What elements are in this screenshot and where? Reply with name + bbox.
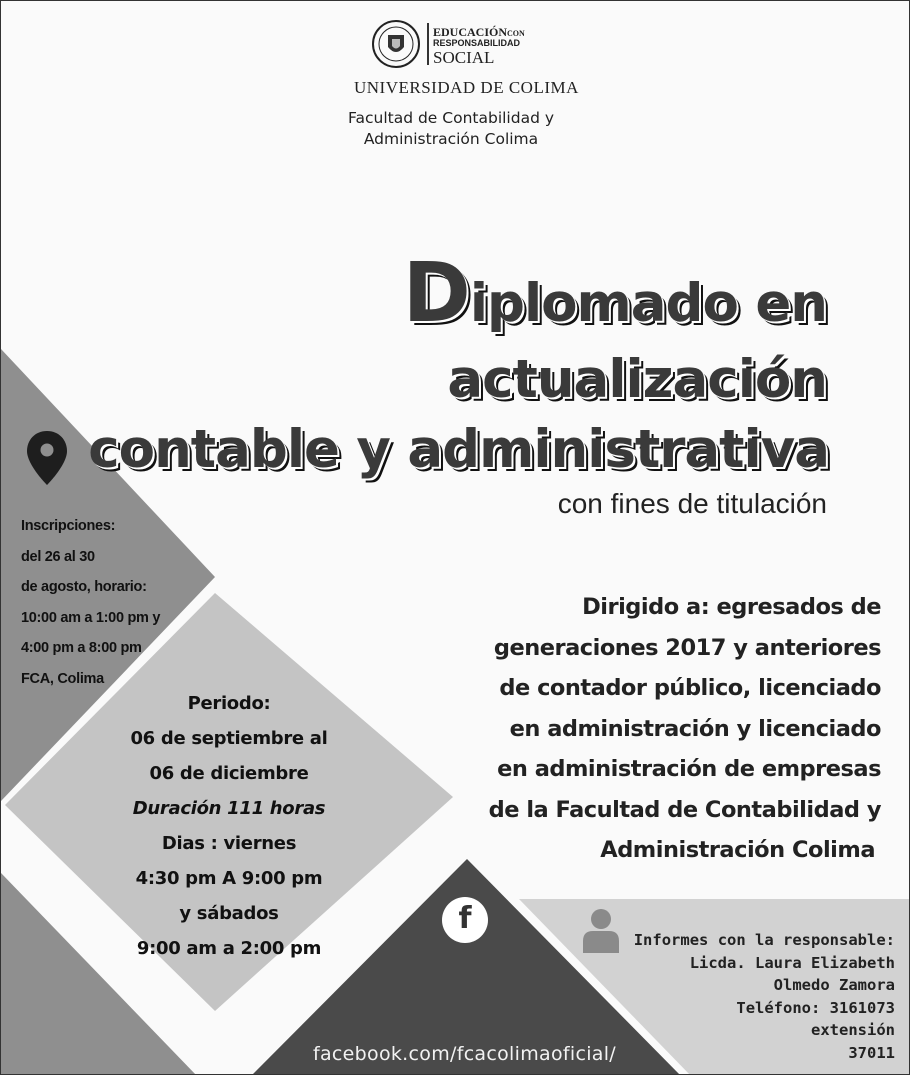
contact-line: 37011 [848,1043,895,1062]
title-initial: D [402,246,470,341]
audience-line: de la Facultad de Contabilidad y [488,796,881,823]
contact-line: Olmedo Zamora [773,976,895,994]
registration-line: 10:00 am a 1:00 pm y [21,609,161,626]
registration-line: del 26 al 30 [21,548,95,565]
person-icon [581,907,621,953]
faculty-name [301,108,601,150]
facebook-url[interactable]: facebook.com/fcacolimaoficial/ [313,1043,616,1065]
location-pin-icon [25,429,69,487]
registration-info [21,511,160,694]
period-start: 06 de septiembre al [130,728,328,749]
registration-line: Inscripciones: [21,518,116,534]
faculty-line: Administración Colima [363,130,539,148]
audience-line: Administración Colima [600,837,875,863]
contact-info [634,929,895,1064]
contact-line: Teléfono: 3161073 [736,998,895,1017]
title-line-1-rest: iplomado en [469,273,827,334]
period-time: 9:00 am a 2:00 pm [136,938,322,959]
title-line-1 [402,246,827,341]
registration-line: de agosto, horario: [21,579,147,595]
title-line-2: actualización [447,349,827,410]
contact-line: Licda. Laura Elizabeth [689,953,895,972]
contact-line: extensión [811,1021,895,1039]
audience-line: en administración de empresas [497,756,881,782]
subtitle: con fines de titulación [557,488,827,519]
university-name: UNIVERSIDAD DE COLIMA [354,78,579,97]
period-duration: Duración 111 horas [132,798,326,819]
registration-line: 4:00 pm a 8:00 pm [21,640,142,656]
contact-line: Informes con la responsable: [633,931,895,949]
period-end: 06 de diciembre [149,763,309,784]
logo-text-educacion: EDUCACIÓNCON [433,25,525,39]
period-days: y sábados [179,903,279,924]
logo-divider [427,23,429,65]
period-time: 4:30 pm A 9:00 pm [135,868,323,889]
title-line-3: contable y administrativa [88,419,829,480]
period-label: Periodo: [187,693,271,714]
facebook-icon[interactable]: f [442,897,488,943]
audience-line: generaciones 2017 y anteriores [493,634,881,661]
logo-text-social: SOCIAL [433,48,495,67]
audience-line: Dirigido a: egresados de [582,594,881,620]
period-days: Dias : viernes [161,833,297,854]
logo-text-responsabilidad: RESPONSABILIDAD [433,38,521,48]
period-info [129,686,329,966]
faculty-line: Facultad de Contabilidad y [347,109,555,127]
audience-text [441,587,881,871]
registration-line: FCA, Colima [21,670,104,687]
audience-line: de contador público, licenciado [499,675,881,701]
university-seal-icon [371,19,421,69]
audience-line: en administración y licenciado [509,715,881,742]
